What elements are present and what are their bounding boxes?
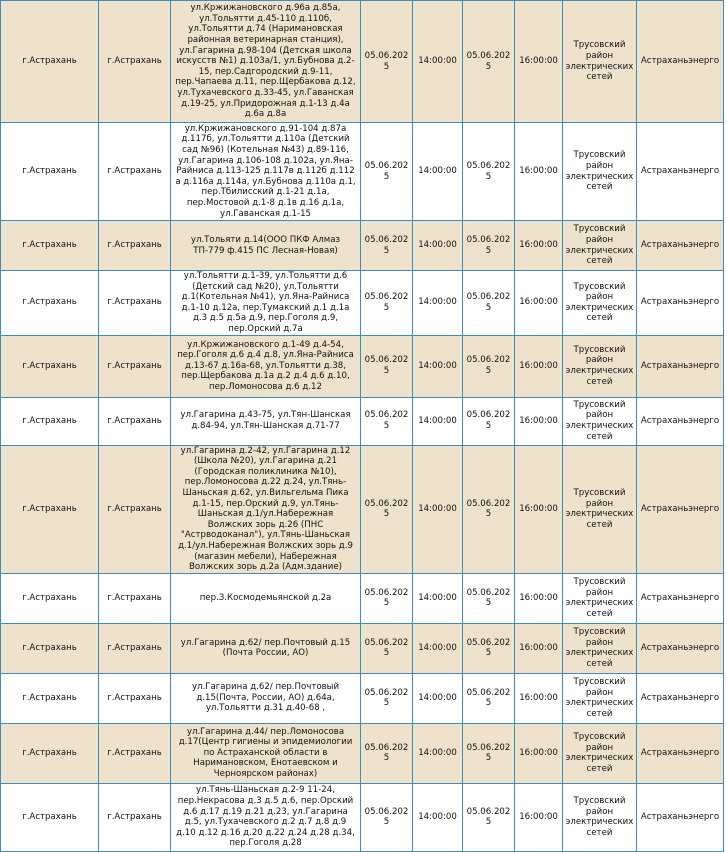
start-date-cell: 05.06.2025: [361, 573, 413, 623]
locality-cell: г.Астрахань: [1, 445, 99, 573]
table-row: [1, 623, 724, 673]
end-time-cell: 16:00:00: [515, 397, 563, 445]
table-row: [1, 573, 724, 623]
address-cell: ул.Гагарина д.62/ пер.Почтовый д.15(Почта, России, АО) д.64а, ул.Тольятти д.31 д.40-68 ,: [171, 673, 361, 723]
address-cell: ул.Кржижановского д.1-49 д.4-54, пер.Гоголя д.6 д.4 д.8, ул.Яна-Райниса д.13-67 д.16а-68, ул.Тольятти д.38, пер.Щербакова д.1а д.2 д.4 д.6 д.10, пер.Ломоносова д.6 д.12: [171, 335, 361, 397]
start-date-cell: 05.06.2025: [361, 271, 413, 336]
company-cell: Астраханьэнерго: [637, 673, 724, 723]
address-cell: ул.Гагарина д.43-75, ул.Тян-Шанская д.84-94, ул.Тян-Шанская д.71-77: [171, 397, 361, 445]
locality-cell: г.Астрахань: [1, 123, 99, 221]
locality-cell: г.Астрахань: [1, 723, 99, 783]
settlement-cell: г.Астрахань: [99, 673, 171, 723]
district-cell: Трусовский район электрических сетей: [563, 271, 637, 336]
end-time-cell: 16:00:00: [515, 221, 563, 271]
address-cell: ул.Тольятти д.1-39, ул.Тольятти д.6 (Детский сад №20), ул.Тольятти д.1(Котельная №41), ул.Яна-Райниса д.1-10 д.12а, пер.Тумакский д.1 д.1а д.3 д.5 д.5а д.9, пер.Гоголя д.9, пер.Орский д.7а: [171, 271, 361, 336]
end-date-cell: 05.06.2025: [463, 1, 515, 123]
locality-cell: г.Астрахань: [1, 623, 99, 673]
end-time-cell: 16:00:00: [515, 335, 563, 397]
start-date-cell: 05.06.2025: [361, 335, 413, 397]
end-date-cell: 05.06.2025: [463, 623, 515, 673]
start-date-cell: 05.06.2025: [361, 445, 413, 573]
start-time-cell: 14:00:00: [413, 221, 463, 271]
company-cell: Астраханьэнерго: [637, 123, 724, 221]
start-time-cell: 14:00:00: [413, 1, 463, 123]
company-cell: Астраханьэнерго: [637, 623, 724, 673]
table-row: [1, 271, 724, 336]
settlement-cell: г.Астрахань: [99, 271, 171, 336]
address-cell: ул.Кржижановского д.96а д.85а, ул.Тольятти д.45-110 д.110б, ул.Тольятти д.74 (Наримановская районная ветеринарная станция), ул.Гагарина д.98-104 (Детская школа искусств №1) д.103а/1, ул.Бубнова д.2-15, пер.Садгородский д.9-11, пер.Чапаева д.11, пер.Щербакова д.12, ул.Тухачевского д.33-45, ул.Гаванская д.19-25, ул.Придорожная д.1-13 д.4а д.6а д.8а: [171, 1, 361, 123]
address-cell: ул.Гагарина д.2-42, ул.Гагарина д.12 (Школа №20), ул.Гагарина д.21 (Городская поликлиника №10), пер.Ломоносова д.22 д.24, ул.Тянь-Шаньская д.62, ул.Вильгельма Пика д.1-15, пер.Орский д.9, ул.Тянь-Шаньская д.1/ул.Набережная Волжских зорь д.26 (ПНС "Астрводоканал"), ул.Тянь-Шаньская д.1/ул.Набережная Волжских зорь д.9 (магазин мебели), Набережная Волжских зорь д.2а (Адм.здание): [171, 445, 361, 573]
table-row: [1, 397, 724, 445]
company-cell: Астраханьэнерго: [637, 397, 724, 445]
start-time-cell: 14:00:00: [413, 623, 463, 673]
address-cell: ул.Тянь-Шаньская д.2-9 11-24, пер.Некрасова д.3 д.5 д.6, пер.Орский д.6 д.17 д.19 д.21 д.23, ул.Гагарина д.5, ул.Тухачевского д.2 д.7 д.8 д.9 д.10 д.12 д.16 д.20 д.22 д.24 д.28 д.34, пер.Гоголя д.28: [171, 783, 361, 851]
start-date-cell: 05.06.2025: [361, 1, 413, 123]
settlement-cell: г.Астрахань: [99, 335, 171, 397]
address-cell: ул.Тольяти д.14(ООО ПКФ Алмаз ТП-779 ф.415 ПС Лесная-Новая): [171, 221, 361, 271]
company-cell: Астраханьэнерго: [637, 573, 724, 623]
end-time-cell: 16:00:00: [515, 723, 563, 783]
end-time-cell: 16:00:00: [515, 123, 563, 221]
settlement-cell: г.Астрахань: [99, 445, 171, 573]
locality-cell: г.Астрахань: [1, 1, 99, 123]
start-date-cell: 05.06.2025: [361, 673, 413, 723]
start-time-cell: 14:00:00: [413, 397, 463, 445]
locality-cell: г.Астрахань: [1, 335, 99, 397]
start-time-cell: 14:00:00: [413, 445, 463, 573]
end-date-cell: 05.06.2025: [463, 573, 515, 623]
table-row: [1, 221, 724, 271]
district-cell: Трусовский район электрических сетей: [563, 445, 637, 573]
locality-cell: г.Астрахань: [1, 783, 99, 851]
district-cell: Трусовский район электрических сетей: [563, 221, 637, 271]
company-cell: Астраханьэнерго: [637, 221, 724, 271]
start-time-cell: 14:00:00: [413, 783, 463, 851]
address-cell: ул.Кржижановского д.91-104 д.87а д.117б, ул.Тольятти д.110а (Детский сад №96) (Котельная №43) д.89-116, ул.Гагарина д.106-108 д.102а, ул.Яна-Райниса д.113-125 д.117в д.112б д.112 а д.116а д.114а, ул.Бубнова д.110а д.1, пер.Тбилисский д.1-21 д.1а, пер.Мостовой д.1-8 д.1в д.16 д.1а, ул.Гаванская д.1-15: [171, 123, 361, 221]
settlement-cell: г.Астрахань: [99, 723, 171, 783]
start-time-cell: 14:00:00: [413, 335, 463, 397]
start-date-cell: 05.06.2025: [361, 623, 413, 673]
end-date-cell: 05.06.2025: [463, 123, 515, 221]
district-cell: Трусовский район электрических сетей: [563, 673, 637, 723]
locality-cell: г.Астрахань: [1, 573, 99, 623]
district-cell: Трусовский район электрических сетей: [563, 335, 637, 397]
start-time-cell: 14:00:00: [413, 673, 463, 723]
start-date-cell: 05.06.2025: [361, 221, 413, 271]
end-date-cell: 05.06.2025: [463, 335, 515, 397]
start-time-cell: 14:00:00: [413, 123, 463, 221]
company-cell: Астраханьэнерго: [637, 445, 724, 573]
end-time-cell: 16:00:00: [515, 1, 563, 123]
district-cell: Трусовский район электрических сетей: [563, 723, 637, 783]
end-date-cell: 05.06.2025: [463, 271, 515, 336]
end-date-cell: 05.06.2025: [463, 445, 515, 573]
start-date-cell: 05.06.2025: [361, 783, 413, 851]
locality-cell: г.Астрахань: [1, 221, 99, 271]
table-row: [1, 1, 724, 123]
company-cell: Астраханьэнерго: [637, 271, 724, 336]
table-row: [1, 783, 724, 851]
end-date-cell: 05.06.2025: [463, 221, 515, 271]
district-cell: Трусовский район электрических сетей: [563, 783, 637, 851]
end-date-cell: 05.06.2025: [463, 397, 515, 445]
settlement-cell: г.Астрахань: [99, 783, 171, 851]
start-time-cell: 14:00:00: [413, 271, 463, 336]
end-date-cell: 05.06.2025: [463, 673, 515, 723]
table-row: [1, 123, 724, 221]
company-cell: Астраханьэнерго: [637, 783, 724, 851]
end-time-cell: 16:00:00: [515, 673, 563, 723]
end-date-cell: 05.06.2025: [463, 723, 515, 783]
end-time-cell: 16:00:00: [515, 623, 563, 673]
start-time-cell: 14:00:00: [413, 573, 463, 623]
table-row: [1, 673, 724, 723]
district-cell: Трусовский район электрических сетей: [563, 1, 637, 123]
table-row: [1, 445, 724, 573]
address-cell: ул.Гагарина д.62/ пер.Почтовый д.15 (Почта России, АО): [171, 623, 361, 673]
settlement-cell: г.Астрахань: [99, 573, 171, 623]
end-time-cell: 16:00:00: [515, 573, 563, 623]
start-time-cell: 14:00:00: [413, 723, 463, 783]
district-cell: Трусовский район электрических сетей: [563, 573, 637, 623]
district-cell: Трусовский район электрических сетей: [563, 623, 637, 673]
start-date-cell: 05.06.2025: [361, 123, 413, 221]
settlement-cell: г.Астрахань: [99, 1, 171, 123]
settlement-cell: г.Астрахань: [99, 397, 171, 445]
start-date-cell: 05.06.2025: [361, 397, 413, 445]
district-cell: Трусовский район электрических сетей: [563, 397, 637, 445]
locality-cell: г.Астрахань: [1, 673, 99, 723]
settlement-cell: г.Астрахань: [99, 123, 171, 221]
locality-cell: г.Астрахань: [1, 271, 99, 336]
end-time-cell: 16:00:00: [515, 783, 563, 851]
end-time-cell: 16:00:00: [515, 271, 563, 336]
locality-cell: г.Астрахань: [1, 397, 99, 445]
end-date-cell: 05.06.2025: [463, 783, 515, 851]
settlement-cell: г.Астрахань: [99, 221, 171, 271]
address-cell: пер.З.Космодемьянской д.2а: [171, 573, 361, 623]
table-row: [1, 335, 724, 397]
start-date-cell: 05.06.2025: [361, 723, 413, 783]
company-cell: Астраханьэнерго: [637, 335, 724, 397]
district-cell: Трусовский район электрических сетей: [563, 123, 637, 221]
company-cell: Астраханьэнерго: [637, 723, 724, 783]
address-cell: ул.Гагарина д.44/ пер.Ломоносова д.17(Центр гигиены и эпидемиологии по Астраханской области в Наримановском, Енотаевском и Черноярском районах): [171, 723, 361, 783]
company-cell: Астраханьэнерго: [637, 1, 724, 123]
settlement-cell: г.Астрахань: [99, 623, 171, 673]
end-time-cell: 16:00:00: [515, 445, 563, 573]
table-row: [1, 723, 724, 783]
